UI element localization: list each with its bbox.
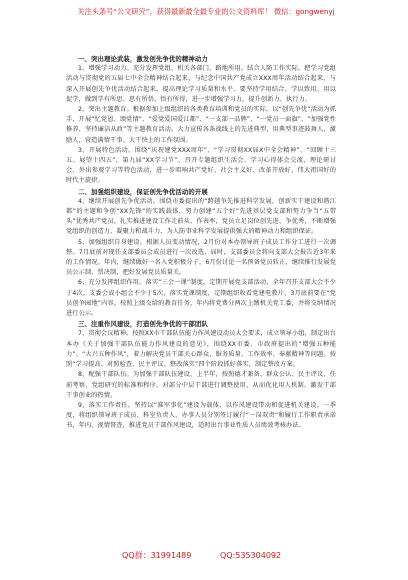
paragraph: 6、充分发挥组织作用。落实“三会一课”制度，定期开展党支部活动，全年召开支部大会不少于4次，支委会或小组会不少于5次，落实党课制度，定期组织收看党建电教片，3月底前要在“党员创争园地”内容，按照上级交给的教育任务，年内将党费分两次上缴机关党工委，并将交纳情况进行公示。 <box>66 279 336 318</box>
paragraph: 8、配强干部队伍。为加强干部队伍建设，上半年，按照德才兼备、群众公认、民主评议、任前考察、党组研究的标准和程序，对部分中层干部进行调整使用，从而优化用人机制，激发干部干事创业的热情。 <box>66 371 336 399</box>
section-heading: 三、注重作风建设，打造创先争优的干部团队 <box>78 320 208 329</box>
document-body <box>66 54 336 432</box>
promo-banner: 关注头条号“公文研究”，获得最新最全最专业的公文资料库！ 微信：gongwenyj <box>77 7 335 16</box>
paragraph: 5、加强组织自身建设。根据人员变动情况，2月份对本办领导班子成员工作分工进行一次调整。7月底前对现任支部委员会成员进行一次改选，届时，支部委员会将向支部大会报告近3年来的工作情况。年内，继续做好一名入党积极分子，6月份讨论一名预备党员转正，继续推行发展党员公示制、票决制，把好发展党员质量关。 <box>66 238 336 277</box>
paragraph: 4、继续开展创先争优活动。围绕市委提出的“跨越争先推进科学发展，创新实干建设和谐江都”的主题和争创“XX先锋”的实践载体，努力创建“五个好”先进基层党支部和努力争当“五带头”优秀共产党员，扎实推进建设工作走前头、作表率，党员立足岗位创先进、争优秀，不断增强党组织的创造力、凝聚力和战斗力，为人防事业科学发展提供强大的精神动力和组织保证。 <box>66 197 336 236</box>
contact-footer <box>0 546 408 566</box>
section-heading: 二、加强组织建设，保证创先争优活动的开展 <box>78 187 208 196</box>
paragraph: 7、贯彻会议精神。按照XX市干部队伍能力作风建设动员大会要求，成立领导小组，制定出台本办《关于加强干部队伍能力作风建设的意见》，围绕XX市委、市政府提出的“增强五种能力”、“大兴五种作风”，着力解决党员干部关心群众、服务质量、工作效率、奉献精神等问题。按照“学习提高、对照检查、民主评议、整改落实”四个阶段抓好落实，制定整改方案。 <box>66 330 336 369</box>
paragraph: 2、突出主题教育。根据参加上级组织的各类教育培训和党员的实际，以“创先争优”活动为抓手，开展“忆党恩、颂党情”、“爱党爱国爱江都”、“一支部一品牌”、“一党员一面旗”、“加强党性修养，坚持廉洁从政”等主题教育活动。大力宣传各条战线上的先进典型，用典型事迹鼓舞人，激励人，营造满情干事、大干快上的工作氛围。 <box>66 106 336 144</box>
paragraph: 3、开展特色活动。围绕“庆祝建党XXX周年”、“学习贯彻XX届X中全会精神”、“回顾十三五、展望十四五”、第九届“XX学习节”、召开专题组织生活会、学习心得体会交流、理论研讨会、外出参观学习等特色活动，进一步唱响共产党好、社会主义好、改革开放好、伟大祖国好的时代主旋律。 <box>66 146 336 185</box>
qq-number-text: QQ:535304092 <box>220 551 282 560</box>
qq-group-text: QQ群：31991489 <box>122 551 192 560</box>
section-heading: 一、突出理论武装，激发创先争优的精神动力 <box>78 55 208 63</box>
paragraph: 1、增强学习动力。充分发挥党组、机关各部门、路地所用，结合人防工作实际，把学习党组活动与贯彻党的五届七中全会精神结合起来，与纪念中国共产党成立XXX周年活动结合起来，与深入开展创先争优活动结合起来，提高理论学习质量和水平。要坚持学用结合、学以致用、用以促学，做到学有所思、思有所悟、悟有所得，进一步增强学习力，提升创新力、执行力。 <box>66 65 336 103</box>
paragraph: 9、落实工作责任。坚持以“准军事化”建设为载体，以作风建设带动和促进机关建设。一季度，将组织领导班子成员、科室负责人、办事人员分别签订履行“一岗双责”和履行工作职责承诺书，年内，视情督查，推进党员干部作风建设，适时出台事业性质人员绩效考核办法。 <box>66 401 336 430</box>
